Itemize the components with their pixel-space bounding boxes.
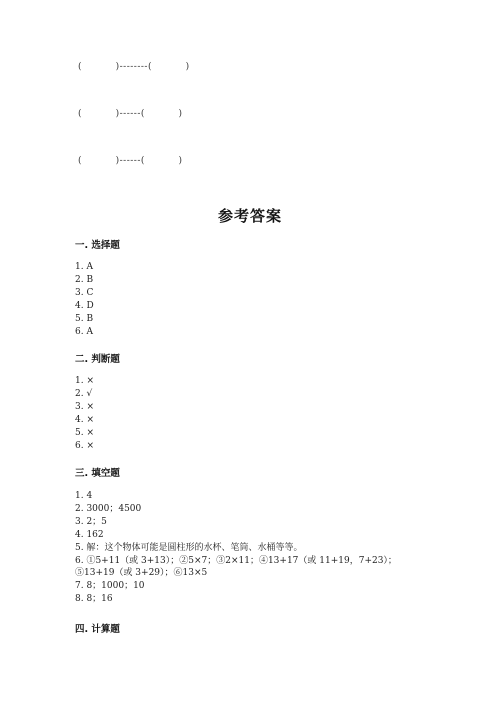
list-item: 6. ①5+11（或 3+13）；②5×7；③2×11；④13+17（或 11+19，7+23）； <box>75 555 397 566</box>
list-item: 4. × <box>75 414 94 425</box>
list-item: 6. A <box>75 326 93 337</box>
list-item: 1. × <box>75 376 94 386</box>
section-heading-calculation: 四. 计算题 <box>75 624 120 635</box>
list-item: 4. D <box>75 300 94 311</box>
blank-row-1: ( )--------( ) <box>78 62 190 72</box>
section-heading-judgement: 二. 判断题 <box>75 354 120 365</box>
list-item: 5. B <box>75 313 94 324</box>
list-item: 7. 8；1000；10 <box>75 581 145 592</box>
list-item: 4. 162 <box>75 529 104 540</box>
list-item: 5. × <box>75 427 94 438</box>
page-title: 参考答案 <box>217 207 282 225</box>
list-item: 3. × <box>75 401 94 412</box>
list-item: 8. 8；16 <box>75 594 113 605</box>
answer-list-choice <box>75 261 94 338</box>
list-item: 5. 解：这个物体可能是圆柱形的水杯、笔筒、水桶等等。 <box>75 542 303 553</box>
list-item: 1. 4 <box>75 491 93 501</box>
answer-list-judgement <box>75 375 94 452</box>
list-item: 2. B <box>75 274 94 285</box>
section-heading-fill-blank: 三. 填空题 <box>75 468 120 479</box>
section-heading-choice: 一. 选择题 <box>75 240 120 251</box>
list-item: 2. 3000；4500 <box>75 503 142 514</box>
list-item: 2. √ <box>75 388 93 399</box>
list-item: 1. A <box>75 262 93 272</box>
list-item: 3. 2；5 <box>75 516 107 527</box>
list-item: 3. C <box>75 287 94 298</box>
blank-row-3: ( )------( ) <box>78 156 183 166</box>
list-item: ⑤13+19（或 3+29）；⑥13×5 <box>75 568 208 579</box>
blank-row-2: ( )------( ) <box>78 109 183 119</box>
answer-list-fill-blank <box>75 490 397 606</box>
list-item: 6. × <box>75 440 94 451</box>
